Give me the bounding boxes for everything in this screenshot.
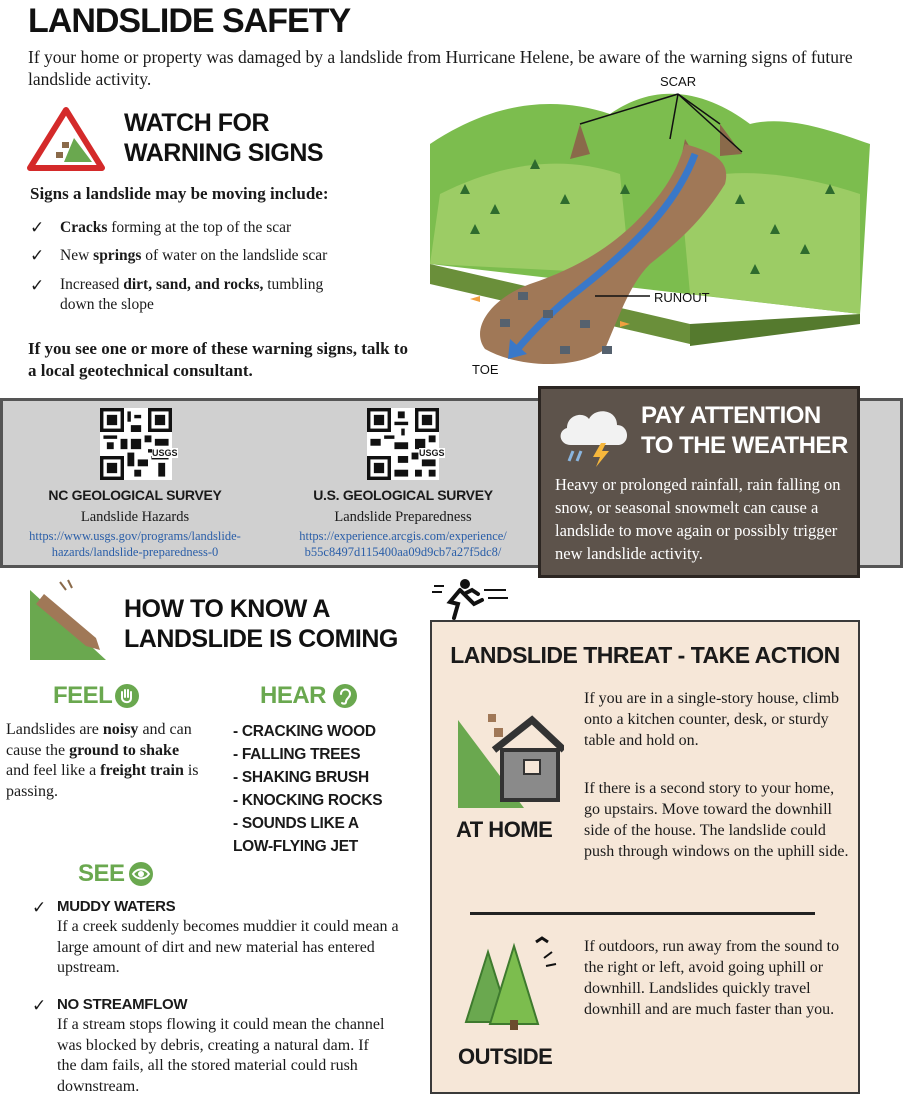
- house-landslide-icon: [454, 710, 564, 810]
- outside-text: If outdoors, run away from the sound to the right or left, avoid going uphill or downhill. Landslides quickly travel downhill and are much faster than you.: [584, 938, 840, 1018]
- check-icon: ✓: [32, 898, 47, 918]
- feel-heading: FEEL: [53, 682, 113, 709]
- warning-triangle-icon: [26, 106, 106, 172]
- know-heading: HOW TO KNOW A LANDSLIDE IS COMING: [124, 595, 398, 653]
- resource-link[interactable]: https://www.usgs.gov/programs/landslide- hazards/landslide-preparedness-0: [29, 529, 241, 559]
- toe-label: TOE: [472, 362, 499, 377]
- resource-org: U.S. GEOLOGICAL SURVEY: [313, 487, 493, 503]
- home-text-2: If there is a second story to your home, go upstairs. Move toward the downhill side of the house. The landslide could push through windows on the uphill side.: [584, 780, 849, 860]
- runout-label: RUNOUT: [654, 290, 710, 305]
- list-item: Cracks forming at the top of the scar: [60, 219, 292, 236]
- see-item-title: MUDDY WATERS: [57, 898, 176, 915]
- feel-text: Landslides are noisy and can cause the ground to shake and feel like a freight train is passing.: [6, 721, 199, 800]
- running-person-icon: [430, 578, 510, 622]
- outside-label: OUTSIDE: [458, 1044, 553, 1069]
- weather-body: Heavy or prolonged rainfall, rain falling on snow, or seasonal snowmelt can cause a landslide to move again or possibly trigger new landslide activity.: [555, 475, 841, 563]
- resource-sub: Landslide Preparedness: [334, 509, 472, 525]
- at-home-label: AT HOME: [456, 817, 553, 842]
- section-divider: [470, 912, 815, 915]
- threat-heading: LANDSLIDE THREAT - TAKE ACTION: [450, 642, 840, 668]
- see-item-text: If a creek suddenly becomes muddier it could mean a large amount of dirt and new material has entered upstream.: [57, 918, 399, 976]
- see-item-text: If a stream stops flowing it could mean the channel was blocked by debris, creating a natural dam. If the dam fails, all the stored material could rush downstream.: [57, 1016, 385, 1095]
- landslide-diagram: [430, 84, 870, 384]
- check-icon: ✓: [32, 996, 47, 1016]
- list-item: New springs of water on the landslide scar: [60, 247, 328, 264]
- ear-icon: [332, 683, 358, 709]
- eye-icon: [128, 861, 154, 887]
- list-item: Increased dirt, sand, and rocks, tumbling down the slope: [60, 276, 324, 313]
- check-icon: ✓: [30, 246, 45, 266]
- resource-sub: Landslide Hazards: [80, 509, 190, 525]
- qr-code-icon[interactable]: [100, 408, 172, 480]
- home-text-1: If you are in a single-story house, climb onto a kitchen counter, desk, or sturdy table and hold on.: [584, 690, 840, 749]
- hand-icon: [114, 683, 140, 709]
- warning-callout: If you see one or more of these warning signs, talk to a local geotechnical consultant.: [28, 339, 408, 380]
- threat-box: [430, 620, 860, 1094]
- scar-label: SCAR: [660, 74, 697, 89]
- warning-heading: WATCH FOR WARNING SIGNS: [124, 109, 324, 167]
- landslide-slope-icon: [26, 576, 108, 662]
- resource-link[interactable]: https://experience.arcgis.com/experience/ b55c8497d115400aa09d9cb7a27f5dc8/: [299, 529, 507, 559]
- warning-subheading: Signs a landslide may be moving include:: [30, 184, 329, 203]
- weather-heading: PAY ATTENTION TO THE WEATHER: [641, 402, 848, 459]
- weather-box: [538, 386, 860, 578]
- qr-code-icon[interactable]: [367, 408, 439, 480]
- check-icon: ✓: [30, 276, 45, 296]
- check-icon: ✓: [30, 218, 45, 238]
- hear-heading: HEAR: [260, 682, 327, 709]
- resource-org: NC GEOLOGICAL SURVEY: [48, 487, 222, 503]
- see-heading: SEE: [78, 860, 125, 887]
- qr-caption: USGS: [152, 448, 178, 458]
- trees-icon: [458, 932, 568, 1032]
- page-title: LANDSLIDE SAFETY: [28, 2, 351, 40]
- qr-caption: USGS: [419, 448, 445, 458]
- hear-list: - CRACKING WOOD - FALLING TREES - SHAKING BRUSH - KNOCKING ROCKS - SOUNDS LIKE A LOW-FLYING JET: [233, 723, 383, 855]
- see-item-title: NO STREAMFLOW: [57, 996, 188, 1013]
- intro-text: If your home or property was damaged by a landslide from Hurricane Helene, be aware of the warning signs of future landslide activity.: [28, 47, 853, 89]
- storm-cloud-icon: [553, 403, 633, 467]
